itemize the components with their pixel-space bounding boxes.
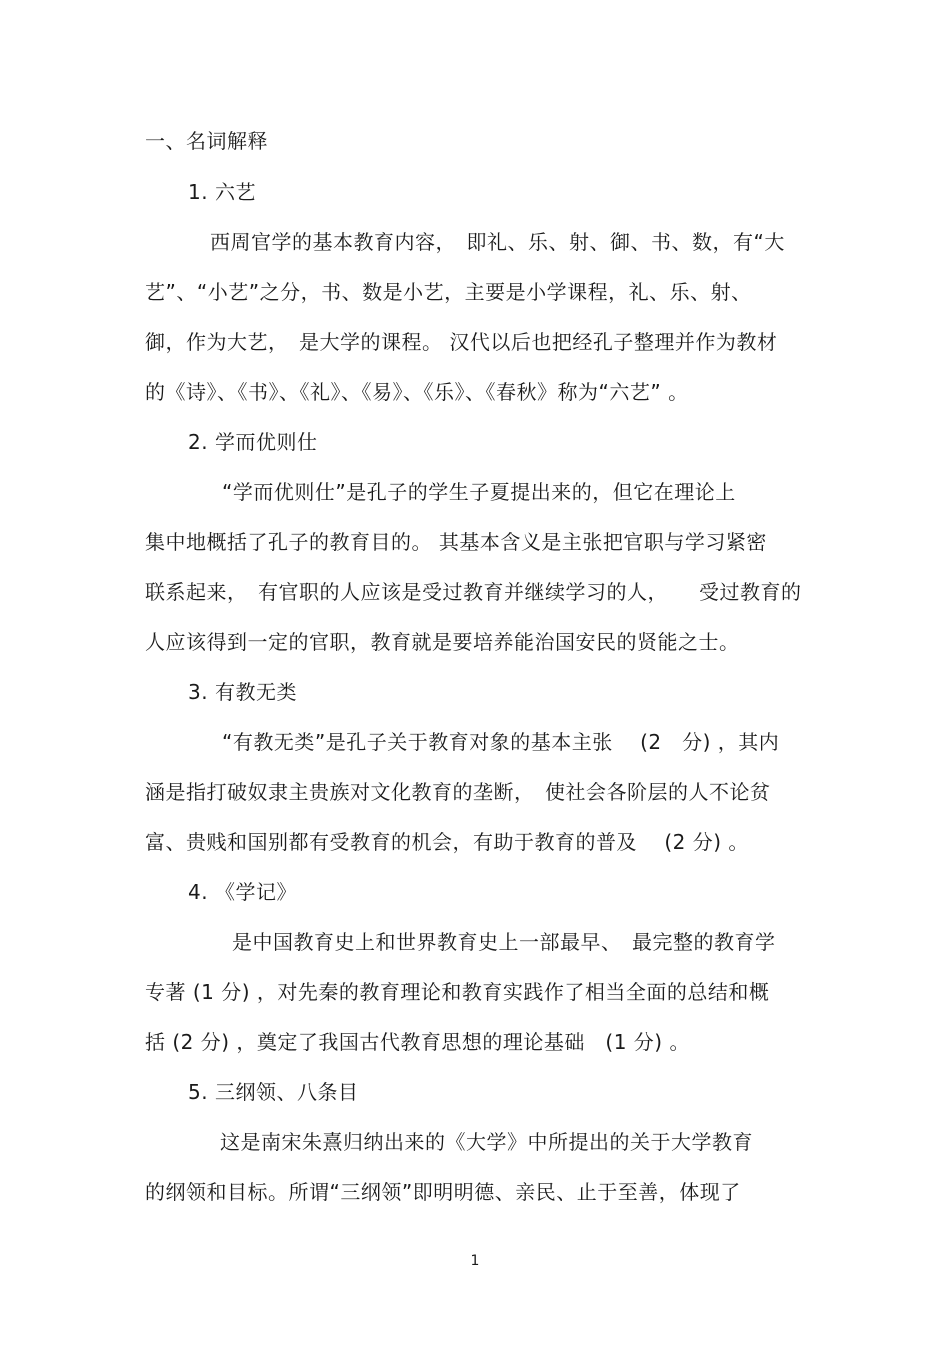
page-number: 1 [470,1253,480,1269]
section-title: 一、名词解释 [145,129,268,153]
term-body-line: 这是南宋朱熹归纳出来的《大学》中所提出的关于大学教育 [220,1130,753,1154]
term-body-line: 艺”、“小艺”之分，书、数是小艺，主要是小学课程，礼、乐、射、 [145,280,752,304]
term-heading: 5. 三纲领、八条目 [188,1080,359,1104]
term-body-line: 括 (2 分) ，奠定了我国古代教育思想的理论基础 (1 分) 。 [145,1030,690,1054]
term-body-line: 集中地概括了孔子的教育目的。 其基本含义是主张把官职与学习紧密 [145,530,767,554]
term-body-line: 西周官学的基本教育内容， 即礼、乐、射、御、书、数，有“大 [210,230,785,254]
term-body-line: 联系起来， 有官职的人应该是受过教育并继续学习的人， 受过教育的 [145,580,802,604]
term-heading: 3. 有教无类 [188,680,297,704]
term-body-line: 御，作为大艺， 是大学的课程。 汉代以后也把经孔子整理并作为教材 [145,330,778,354]
term-body-line: “学而优则仕”是孔子的学生子夏提出来的，但它在理论上 [222,480,736,504]
term-body-line: 专著 (1 分) ，对先秦的教育理论和教育实践作了相当全面的总结和概 [145,980,770,1004]
term-body-line: 的《诗》、《书》、《礼》、《易》、《乐》、《春秋》称为“六艺” 。 [145,380,689,404]
term-body-line: 涵是指打破奴隶主贵族对文化教育的垄断， 使社会各阶层的人不论贫 [145,780,771,804]
term-body-line: 是中国教育史上和世界教育史上一部最早、 最完整的教育学 [232,930,776,954]
term-heading: 4. 《学记》 [188,880,297,904]
term-body-line: 人应该得到一定的官职，教育就是要培养能治国安民的贤能之士。 [145,630,740,654]
term-heading: 1. 六艺 [188,180,256,204]
term-heading: 2. 学而优则仕 [188,430,318,454]
term-body-line: 的纲领和目标。所谓“三纲领”即明明德、亲民、止于至善，体现了 [145,1180,741,1204]
term-body-line: 富、贵贱和国别都有受教育的机会，有助于教育的普及 (2 分) 。 [145,830,749,854]
term-body-line: “有教无类”是孔子关于教育对象的基本主张 (2 分) ，其内 [222,730,780,754]
